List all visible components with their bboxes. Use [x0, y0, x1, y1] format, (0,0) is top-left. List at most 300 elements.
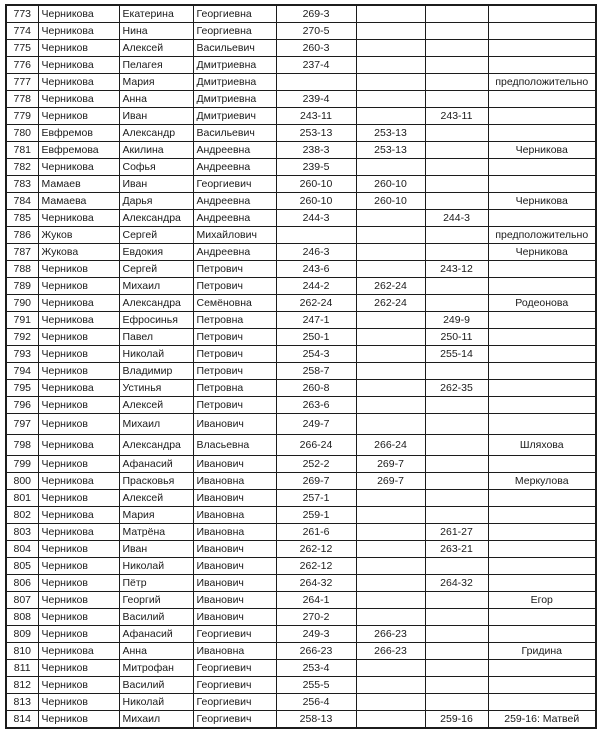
- reference-1-cell: 270-5: [276, 23, 356, 40]
- patronymic-cell: Иванович: [193, 456, 276, 473]
- record-number-cell: 795: [6, 380, 38, 397]
- reference-2-cell: [356, 5, 425, 23]
- note-cell: [488, 660, 596, 677]
- reference-1-cell: 237-4: [276, 57, 356, 74]
- first-name-cell: Александр: [119, 125, 193, 142]
- table-row: [6, 210, 596, 227]
- patronymic-cell: Петрович: [193, 397, 276, 414]
- reference-1-cell: 270-2: [276, 609, 356, 626]
- surname-cell: Черников: [38, 609, 119, 626]
- register-table-container: [5, 4, 597, 729]
- note-cell: [488, 176, 596, 193]
- patronymic-cell: Петрович: [193, 363, 276, 380]
- patronymic-cell: Дмитриевна: [193, 57, 276, 74]
- reference-2-cell: 266-23: [356, 643, 425, 660]
- reference-2-cell: [356, 108, 425, 125]
- reference-3-cell: 249-9: [425, 312, 488, 329]
- reference-2-cell: 266-24: [356, 435, 425, 456]
- surname-cell: Черников: [38, 490, 119, 507]
- surname-cell: Черников: [38, 397, 119, 414]
- reference-3-cell: [425, 23, 488, 40]
- table-row: [6, 329, 596, 346]
- reference-3-cell: [425, 435, 488, 456]
- first-name-cell: Сергей: [119, 261, 193, 278]
- reference-3-cell: [425, 507, 488, 524]
- reference-2-cell: [356, 507, 425, 524]
- record-number-cell: 773: [6, 5, 38, 23]
- reference-1-cell: 259-1: [276, 507, 356, 524]
- table-row: [6, 5, 596, 23]
- surname-cell: Черников: [38, 575, 119, 592]
- patronymic-cell: Михайлович: [193, 227, 276, 244]
- note-cell: [488, 380, 596, 397]
- reference-2-cell: [356, 74, 425, 91]
- reference-3-cell: [425, 91, 488, 108]
- record-number-cell: 789: [6, 278, 38, 295]
- patronymic-cell: Семёновна: [193, 295, 276, 312]
- note-cell: [488, 261, 596, 278]
- first-name-cell: Михаил: [119, 414, 193, 435]
- reference-1-cell: 243-6: [276, 261, 356, 278]
- patronymic-cell: Петрович: [193, 329, 276, 346]
- note-cell: [488, 57, 596, 74]
- surname-cell: Черников: [38, 414, 119, 435]
- reference-3-cell: [425, 142, 488, 159]
- table-row: [6, 660, 596, 677]
- reference-2-cell: 253-13: [356, 142, 425, 159]
- record-number-cell: 813: [6, 694, 38, 711]
- reference-2-cell: [356, 91, 425, 108]
- record-number-cell: 809: [6, 626, 38, 643]
- note-cell: [488, 609, 596, 626]
- first-name-cell: Николай: [119, 346, 193, 363]
- reference-1-cell: 247-1: [276, 312, 356, 329]
- reference-2-cell: [356, 397, 425, 414]
- table-row: [6, 227, 596, 244]
- patronymic-cell: Петрович: [193, 346, 276, 363]
- surname-cell: Жуков: [38, 227, 119, 244]
- surname-cell: Черникова: [38, 23, 119, 40]
- table-row: [6, 23, 596, 40]
- surname-cell: Черников: [38, 456, 119, 473]
- record-number-cell: 782: [6, 159, 38, 176]
- surname-cell: Черникова: [38, 380, 119, 397]
- note-cell: [488, 5, 596, 23]
- table-row: [6, 159, 596, 176]
- reference-3-cell: 243-11: [425, 108, 488, 125]
- reference-3-cell: [425, 244, 488, 261]
- note-cell: [488, 626, 596, 643]
- surname-cell: Черникова: [38, 524, 119, 541]
- note-cell: [488, 23, 596, 40]
- surname-cell: Черникова: [38, 91, 119, 108]
- first-name-cell: Екатерина: [119, 5, 193, 23]
- record-number-cell: 792: [6, 329, 38, 346]
- patronymic-cell: Иванович: [193, 609, 276, 626]
- record-number-cell: 793: [6, 346, 38, 363]
- patronymic-cell: Иванович: [193, 414, 276, 435]
- record-number-cell: 805: [6, 558, 38, 575]
- record-number-cell: 812: [6, 677, 38, 694]
- reference-1-cell: 256-4: [276, 694, 356, 711]
- reference-1-cell: 263-6: [276, 397, 356, 414]
- surname-cell: Жукова: [38, 244, 119, 261]
- surname-cell: Черникова: [38, 473, 119, 490]
- note-cell: [488, 91, 596, 108]
- surname-cell: Черников: [38, 261, 119, 278]
- reference-2-cell: [356, 227, 425, 244]
- note-cell: предположительно: [488, 227, 596, 244]
- table-row: [6, 363, 596, 380]
- table-row: [6, 643, 596, 660]
- surname-cell: Черникова: [38, 507, 119, 524]
- record-number-cell: 787: [6, 244, 38, 261]
- note-cell: [488, 524, 596, 541]
- first-name-cell: Александра: [119, 295, 193, 312]
- patronymic-cell: Андреевна: [193, 142, 276, 159]
- reference-1-cell: 249-3: [276, 626, 356, 643]
- note-cell: [488, 694, 596, 711]
- first-name-cell: Сергей: [119, 227, 193, 244]
- patronymic-cell: Васильевич: [193, 125, 276, 142]
- first-name-cell: Николай: [119, 558, 193, 575]
- reference-2-cell: 269-7: [356, 456, 425, 473]
- reference-3-cell: [425, 626, 488, 643]
- reference-2-cell: [356, 558, 425, 575]
- record-number-cell: 807: [6, 592, 38, 609]
- table-row: [6, 490, 596, 507]
- reference-2-cell: [356, 312, 425, 329]
- reference-3-cell: 263-21: [425, 541, 488, 558]
- patronymic-cell: Дмитриевна: [193, 74, 276, 91]
- reference-2-cell: [356, 414, 425, 435]
- patronymic-cell: Дмитриевна: [193, 91, 276, 108]
- reference-1-cell: 238-3: [276, 142, 356, 159]
- surname-cell: Черникова: [38, 210, 119, 227]
- table-row: [6, 694, 596, 711]
- first-name-cell: Анна: [119, 643, 193, 660]
- table-row: [6, 261, 596, 278]
- table-row: [6, 193, 596, 210]
- record-number-cell: 790: [6, 295, 38, 312]
- reference-1-cell: 243-11: [276, 108, 356, 125]
- reference-2-cell: [356, 575, 425, 592]
- first-name-cell: Василий: [119, 677, 193, 694]
- reference-2-cell: [356, 711, 425, 729]
- reference-3-cell: 255-14: [425, 346, 488, 363]
- first-name-cell: Нина: [119, 23, 193, 40]
- note-cell: Егор: [488, 592, 596, 609]
- surname-cell: Черникова: [38, 643, 119, 660]
- reference-2-cell: [356, 40, 425, 57]
- first-name-cell: Мария: [119, 74, 193, 91]
- table-row: [6, 575, 596, 592]
- note-cell: [488, 456, 596, 473]
- surname-cell: Черников: [38, 558, 119, 575]
- reference-2-cell: [356, 490, 425, 507]
- reference-3-cell: [425, 592, 488, 609]
- reference-3-cell: [425, 159, 488, 176]
- reference-1-cell: 254-3: [276, 346, 356, 363]
- patronymic-cell: Иванович: [193, 541, 276, 558]
- reference-2-cell: [356, 694, 425, 711]
- reference-1-cell: 260-10: [276, 176, 356, 193]
- table-row: [6, 346, 596, 363]
- first-name-cell: Дарья: [119, 193, 193, 210]
- first-name-cell: Иван: [119, 541, 193, 558]
- genealogy-register-table: [5, 4, 597, 729]
- reference-3-cell: [425, 660, 488, 677]
- reference-3-cell: [425, 609, 488, 626]
- table-row: [6, 524, 596, 541]
- reference-3-cell: [425, 694, 488, 711]
- patronymic-cell: Петровна: [193, 380, 276, 397]
- reference-2-cell: [356, 159, 425, 176]
- reference-2-cell: 266-23: [356, 626, 425, 643]
- reference-1-cell: 258-7: [276, 363, 356, 380]
- first-name-cell: Афанасий: [119, 626, 193, 643]
- note-cell: 259-16: Матвей: [488, 711, 596, 729]
- patronymic-cell: Петровна: [193, 312, 276, 329]
- surname-cell: Черников: [38, 363, 119, 380]
- record-number-cell: 780: [6, 125, 38, 142]
- reference-1-cell: [276, 227, 356, 244]
- first-name-cell: Александра: [119, 210, 193, 227]
- note-cell: [488, 125, 596, 142]
- patronymic-cell: Иванович: [193, 575, 276, 592]
- surname-cell: Черникова: [38, 74, 119, 91]
- record-number-cell: 806: [6, 575, 38, 592]
- note-cell: Черникова: [488, 193, 596, 210]
- reference-1-cell: 255-5: [276, 677, 356, 694]
- note-cell: [488, 575, 596, 592]
- first-name-cell: Павел: [119, 329, 193, 346]
- first-name-cell: Прасковья: [119, 473, 193, 490]
- reference-1-cell: 260-10: [276, 193, 356, 210]
- note-cell: [488, 677, 596, 694]
- reference-1-cell: 262-12: [276, 558, 356, 575]
- surname-cell: Черников: [38, 711, 119, 729]
- note-cell: Гридина: [488, 643, 596, 660]
- surname-cell: Черников: [38, 346, 119, 363]
- table-row: [6, 380, 596, 397]
- patronymic-cell: Георгиевич: [193, 176, 276, 193]
- reference-1-cell: 244-3: [276, 210, 356, 227]
- patronymic-cell: Георгиевна: [193, 23, 276, 40]
- reference-3-cell: 243-12: [425, 261, 488, 278]
- patronymic-cell: Георгиевич: [193, 711, 276, 729]
- reference-3-cell: [425, 490, 488, 507]
- table-row: [6, 592, 596, 609]
- first-name-cell: Анна: [119, 91, 193, 108]
- reference-2-cell: [356, 609, 425, 626]
- patronymic-cell: Иванович: [193, 592, 276, 609]
- patronymic-cell: Андреевна: [193, 193, 276, 210]
- table-row: [6, 278, 596, 295]
- surname-cell: Черникова: [38, 435, 119, 456]
- surname-cell: Черникова: [38, 57, 119, 74]
- reference-2-cell: [356, 244, 425, 261]
- first-name-cell: Устинья: [119, 380, 193, 397]
- record-number-cell: 788: [6, 261, 38, 278]
- patronymic-cell: Андреевна: [193, 159, 276, 176]
- first-name-cell: Ефросинья: [119, 312, 193, 329]
- reference-3-cell: [425, 74, 488, 91]
- record-number-cell: 803: [6, 524, 38, 541]
- first-name-cell: Афанасий: [119, 456, 193, 473]
- reference-2-cell: [356, 363, 425, 380]
- reference-2-cell: 253-13: [356, 125, 425, 142]
- table-row: [6, 57, 596, 74]
- reference-2-cell: [356, 210, 425, 227]
- reference-1-cell: 262-12: [276, 541, 356, 558]
- record-number-cell: 779: [6, 108, 38, 125]
- patronymic-cell: Петрович: [193, 278, 276, 295]
- note-cell: Меркулова: [488, 473, 596, 490]
- patronymic-cell: Ивановна: [193, 507, 276, 524]
- first-name-cell: Василий: [119, 609, 193, 626]
- reference-1-cell: 239-5: [276, 159, 356, 176]
- surname-cell: Черников: [38, 40, 119, 57]
- surname-cell: Черников: [38, 660, 119, 677]
- reference-1-cell: 266-23: [276, 643, 356, 660]
- reference-2-cell: [356, 346, 425, 363]
- record-number-cell: 799: [6, 456, 38, 473]
- note-cell: [488, 108, 596, 125]
- reference-1-cell: 244-2: [276, 278, 356, 295]
- reference-2-cell: [356, 677, 425, 694]
- reference-3-cell: [425, 363, 488, 380]
- reference-2-cell: [356, 524, 425, 541]
- surname-cell: Черникова: [38, 5, 119, 23]
- reference-3-cell: 250-11: [425, 329, 488, 346]
- record-number-cell: 804: [6, 541, 38, 558]
- reference-2-cell: 262-24: [356, 295, 425, 312]
- reference-1-cell: 262-24: [276, 295, 356, 312]
- record-number-cell: 802: [6, 507, 38, 524]
- note-cell: [488, 558, 596, 575]
- reference-2-cell: [356, 261, 425, 278]
- reference-3-cell: 244-3: [425, 210, 488, 227]
- reference-3-cell: [425, 643, 488, 660]
- table-row: [6, 414, 596, 435]
- table-row: [6, 244, 596, 261]
- surname-cell: Черников: [38, 278, 119, 295]
- reference-1-cell: 252-2: [276, 456, 356, 473]
- reference-2-cell: 260-10: [356, 176, 425, 193]
- record-number-cell: 783: [6, 176, 38, 193]
- note-cell: Шляхова: [488, 435, 596, 456]
- surname-cell: Черникова: [38, 159, 119, 176]
- table-row: [6, 312, 596, 329]
- reference-3-cell: [425, 193, 488, 210]
- patronymic-cell: Ивановна: [193, 524, 276, 541]
- reference-1-cell: 258-13: [276, 711, 356, 729]
- reference-1-cell: 250-1: [276, 329, 356, 346]
- table-row: [6, 609, 596, 626]
- patronymic-cell: Андреевна: [193, 244, 276, 261]
- table-row: [6, 473, 596, 490]
- reference-3-cell: [425, 295, 488, 312]
- patronymic-cell: Дмитриевич: [193, 108, 276, 125]
- table-body: [6, 5, 596, 728]
- reference-1-cell: 253-13: [276, 125, 356, 142]
- first-name-cell: Матрёна: [119, 524, 193, 541]
- table-row: [6, 108, 596, 125]
- first-name-cell: Иван: [119, 108, 193, 125]
- surname-cell: Черникова: [38, 295, 119, 312]
- first-name-cell: Пётр: [119, 575, 193, 592]
- reference-2-cell: [356, 57, 425, 74]
- note-cell: [488, 210, 596, 227]
- reference-1-cell: 253-4: [276, 660, 356, 677]
- reference-1-cell: 260-8: [276, 380, 356, 397]
- patronymic-cell: Георгиевна: [193, 5, 276, 23]
- note-cell: [488, 329, 596, 346]
- table-row: [6, 558, 596, 575]
- note-cell: [488, 490, 596, 507]
- reference-3-cell: 261-27: [425, 524, 488, 541]
- surname-cell: Черников: [38, 541, 119, 558]
- record-number-cell: 777: [6, 74, 38, 91]
- surname-cell: Евфремова: [38, 142, 119, 159]
- note-cell: Черникова: [488, 142, 596, 159]
- reference-3-cell: [425, 176, 488, 193]
- table-row: [6, 397, 596, 414]
- surname-cell: Черников: [38, 626, 119, 643]
- surname-cell: Черникова: [38, 312, 119, 329]
- reference-1-cell: 266-24: [276, 435, 356, 456]
- record-number-cell: 800: [6, 473, 38, 490]
- first-name-cell: Георгий: [119, 592, 193, 609]
- first-name-cell: Евдокия: [119, 244, 193, 261]
- reference-2-cell: [356, 541, 425, 558]
- reference-2-cell: [356, 592, 425, 609]
- record-number-cell: 784: [6, 193, 38, 210]
- surname-cell: Евфремов: [38, 125, 119, 142]
- reference-1-cell: 249-7: [276, 414, 356, 435]
- first-name-cell: Владимир: [119, 363, 193, 380]
- note-cell: предположительно: [488, 74, 596, 91]
- table-row: [6, 541, 596, 558]
- first-name-cell: Александра: [119, 435, 193, 456]
- note-cell: [488, 312, 596, 329]
- reference-3-cell: [425, 456, 488, 473]
- patronymic-cell: Георгиевич: [193, 626, 276, 643]
- record-number-cell: 808: [6, 609, 38, 626]
- first-name-cell: Алексей: [119, 40, 193, 57]
- patronymic-cell: Петрович: [193, 261, 276, 278]
- reference-3-cell: [425, 473, 488, 490]
- reference-3-cell: [425, 227, 488, 244]
- reference-1-cell: 257-1: [276, 490, 356, 507]
- note-cell: [488, 414, 596, 435]
- reference-2-cell: [356, 660, 425, 677]
- first-name-cell: Митрофан: [119, 660, 193, 677]
- first-name-cell: Иван: [119, 176, 193, 193]
- note-cell: [488, 40, 596, 57]
- reference-1-cell: 239-4: [276, 91, 356, 108]
- record-number-cell: 798: [6, 435, 38, 456]
- table-row: [6, 176, 596, 193]
- surname-cell: Черников: [38, 694, 119, 711]
- table-row: [6, 74, 596, 91]
- first-name-cell: Софья: [119, 159, 193, 176]
- surname-cell: Черников: [38, 677, 119, 694]
- reference-3-cell: [425, 278, 488, 295]
- record-number-cell: 814: [6, 711, 38, 729]
- record-number-cell: 796: [6, 397, 38, 414]
